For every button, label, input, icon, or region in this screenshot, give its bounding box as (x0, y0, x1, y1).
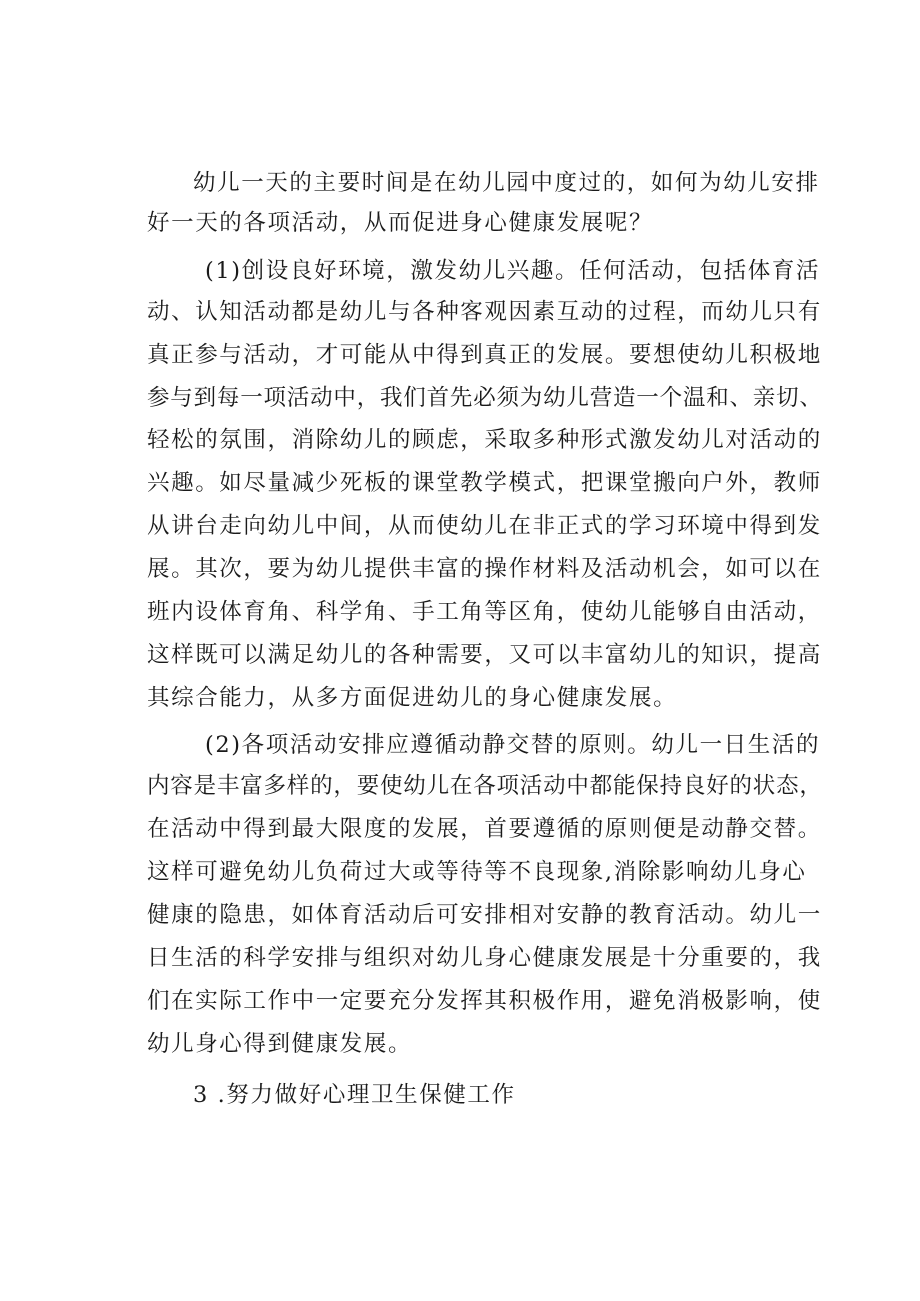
text-line: (1)创设良好环境，激发幼儿兴趣。任何活动，包括体育活 (205, 258, 821, 284)
text-line: 展。其次，要为幼儿提供丰富的操作材料及活动机会，如可以在 (147, 556, 822, 582)
text-line: 参与到每一项活动中，我们首先必须为幼儿营造一个温和、亲切、 (147, 385, 823, 411)
text-line: 内容是丰富多样的，要使幼儿在各项活动中都能保持良好的状态， (147, 773, 823, 799)
text-line: 从讲台走向幼儿中间，从而使幼儿在非正式的学习环境中得到发 (147, 513, 822, 539)
text-line: 这样既可以满足幼儿的各种需要，又可以丰富幼儿的知识，提高 (147, 642, 822, 668)
text-line: 们在实际工作中一定要充分发挥其积极作用，避免消极影响，使 (147, 988, 822, 1014)
text-line: 兴趣。如尽量减少死板的课堂教学模式，把课堂搬向户外，教师 (147, 470, 822, 496)
text-line: 动、认知活动都是幼儿与各种客观因素互动的过程，而幼儿只有 (147, 299, 822, 325)
text-line: 好一天的各项活动，从而促进身心健康发展呢？ (147, 210, 654, 236)
text-line: 健康的隐患，如体育活动后可安排相对安静的教育活动。幼儿一 (147, 902, 822, 928)
text-line: 班内设体育角、科学角、手工角等区角，使幼儿能够自由活动， (147, 599, 822, 625)
text-line: (2)各项活动安排应遵循动静交替的原则。幼儿一日生活的 (205, 732, 821, 758)
text-line: 幼儿一天的主要时间是在幼儿园中度过的，如何为幼儿安排 (193, 170, 820, 196)
text-line: 其综合能力，从多方面促进幼儿的身心健康发展。 (147, 685, 678, 711)
text-line: 日生活的科学安排与组织对幼儿身心健康发展是十分重要的，我 (147, 945, 822, 971)
section-heading: 3 .努力做好心理卫生保健工作 (193, 1082, 516, 1108)
text-line: 这样可避免幼儿负荷过大或等待等不良现象,消除影响幼儿身心 (147, 859, 807, 885)
text-line: 轻松的氛围，消除幼儿的顾虑，采取多种形式激发幼儿对活动的 (147, 427, 822, 453)
text-line: 真正参与活动，才可能从中得到真正的发展。要想使幼儿积极地 (147, 342, 822, 368)
text-line: 在活动中得到最大限度的发展，首要遵循的原则便是动静交替。 (147, 816, 822, 842)
text-line: 幼儿身心得到健康发展。 (147, 1031, 413, 1057)
